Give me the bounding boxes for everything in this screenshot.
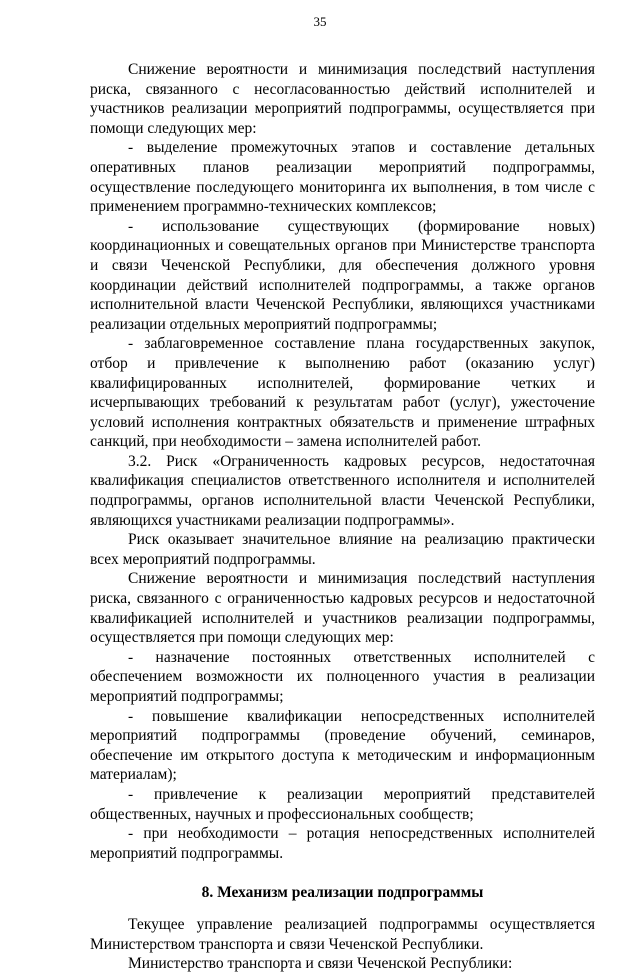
paragraph-current-management: Текущее управление реализацией подпрограммы осуществляется Министерством транспорта и связи Чеченской Республики. xyxy=(90,915,595,953)
list-item-coordination-bodies: - использование существующих (формирование новых) координационных и совещательных органов при Министерстве транспорта и связи Чеченской Республики, для обеспечения должного уровня координации действий исполнителей подпрограммы, а также органов исполнительной власти Чеченской Республики, являющихся участниками реализации отдельных мероприятий подпрограммы; xyxy=(90,217,595,333)
paragraph-risk-mitigation-intro: Снижение вероятности и минимизация последствий наступления риска, связанного с несогласованностью действий исполнителей и участников реализации мероприятий подпрограммы, осуществляется при помощи следующих мер: xyxy=(90,61,595,137)
paragraph-ministry: Министерство транспорта и связи Чеченской Республики: xyxy=(128,955,513,973)
page-content xyxy=(90,60,595,974)
section-heading: 8. Механизм реализации подпрограммы xyxy=(201,884,484,902)
list-item-procurement-plan: - заблаговременное составление плана государственных закупок, отбор и привлечение к выполнению работ (оказанию услуг) квалифицированных исполнителей, формирование четких и исчерпывающих требований к результатам работ (услуг), ужесточение условий исполнения контрактных обязательств и применение штрафных санкций, при необходимости – замена исполнителей работ. xyxy=(90,335,595,451)
list-item-permanent-executors: - назначение постоянных ответственных исполнителей с обеспечением возможности их полноценного участия в реализации мероприятий подпрограммы; xyxy=(90,648,595,705)
paragraph-risk-impact: Риск оказывает значительное влияние на реализацию практически всех мероприятий подпрограммы. xyxy=(90,531,595,568)
list-item-qualification: - повышение квалификации непосредственных исполнителей мероприятий подпрограммы (проведение обучений, семинаров, обеспечение им открытого доступа к методическим и информационным материалам); xyxy=(90,707,595,784)
paragraph-risk-3-2: 3.2. Риск «Ограниченность кадровых ресурсов, недостаточная квалификация специалистов ответственного исполнителя и исполнителей подпрограммы, органов исполнительной власти Чеченской Республики, являющихся участниками реализации подпрограммы». xyxy=(90,452,595,529)
list-item-interim-stages: - выделение промежуточных этапов и составление детальных оперативных планов реализации мероприятий подпрограммы, осуществление последующего мониторинга их выполнения, в том числе с применением программно-технических комплексов; xyxy=(90,139,595,216)
list-item-rotation: - при необходимости – ротация непосредственных исполнителей мероприятий подпрограммы. xyxy=(90,825,595,862)
list-item-communities: - привлечение к реализации мероприятий представителей общественных, научных и профессиональных сообществ; xyxy=(90,785,595,823)
page-number: 35 xyxy=(313,14,327,29)
paragraph-staff-risk-mitigation-intro: Снижение вероятности и минимизация последствий наступления риска, связанного с ограниченностью кадровых ресурсов и недостаточной квалификацией исполнителей и участников реализации подпрограммы, осуществляется при помощи следующих мер: xyxy=(90,570,595,647)
